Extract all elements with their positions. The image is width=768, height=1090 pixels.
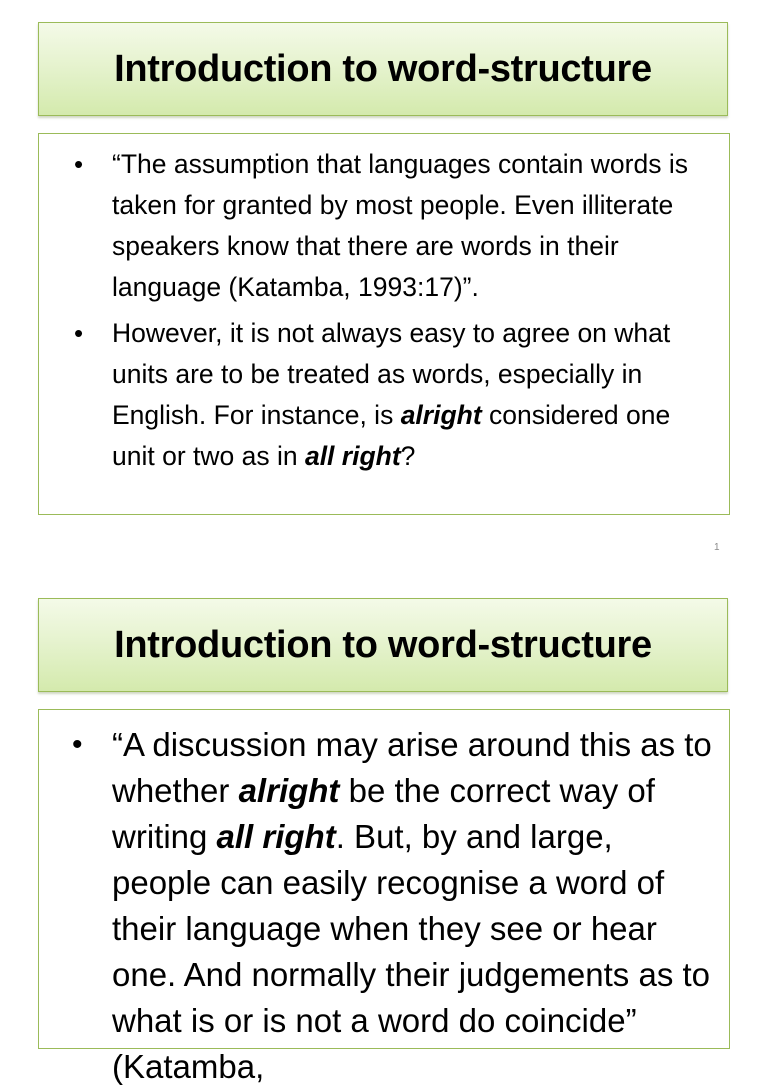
slide-2-bullet-list <box>72 722 719 1090</box>
emphasized-term: alright <box>400 400 482 430</box>
bullet-icon: • <box>72 728 83 761</box>
bullet-icon: • <box>74 149 84 179</box>
slide-1-title-box <box>38 22 728 116</box>
text-segment: . But, by and large, people can easily recognise a word of their language when they see or hear one. And normally their judgements as to what is or is not a word do coincide” (Katamba, <box>112 818 711 1085</box>
bullet-text <box>112 318 670 471</box>
bullet-item <box>74 144 701 308</box>
page-number: 1 <box>714 542 720 553</box>
text-segment: considered one unit or two as in <box>112 400 671 471</box>
slide-1-bullet-list <box>74 144 701 477</box>
emphasized-term: all right <box>304 441 401 471</box>
bullet-item <box>72 722 719 1090</box>
text-segment: However, it is not always easy to agree on what units are to be treated as words, especially in English. For instance, is <box>112 318 671 430</box>
slide-2-title-box <box>38 598 728 692</box>
bullet-text <box>112 726 712 1085</box>
slide-1-content-box <box>38 133 730 515</box>
emphasized-term: all right <box>216 818 336 855</box>
slide-1-title: Introduction to word-structure <box>114 47 652 90</box>
text-segment: ? <box>400 441 416 471</box>
bullet-text: “The assumption that languages contain words is taken for granted by most people. Even illiterate speakers know that there are words in their language (Katamba, 1993:17)”. <box>112 149 688 302</box>
bullet-icon: • <box>74 318 84 348</box>
text-segment: be the correct way of writing <box>112 772 655 855</box>
text-segment: “A discussion may arise around this as to whether <box>112 726 712 809</box>
emphasized-term: alright <box>238 772 340 809</box>
slide-2-title: Introduction to word-structure <box>114 623 652 666</box>
slide-2-content-box <box>38 709 730 1085</box>
bullet-item <box>74 313 701 477</box>
